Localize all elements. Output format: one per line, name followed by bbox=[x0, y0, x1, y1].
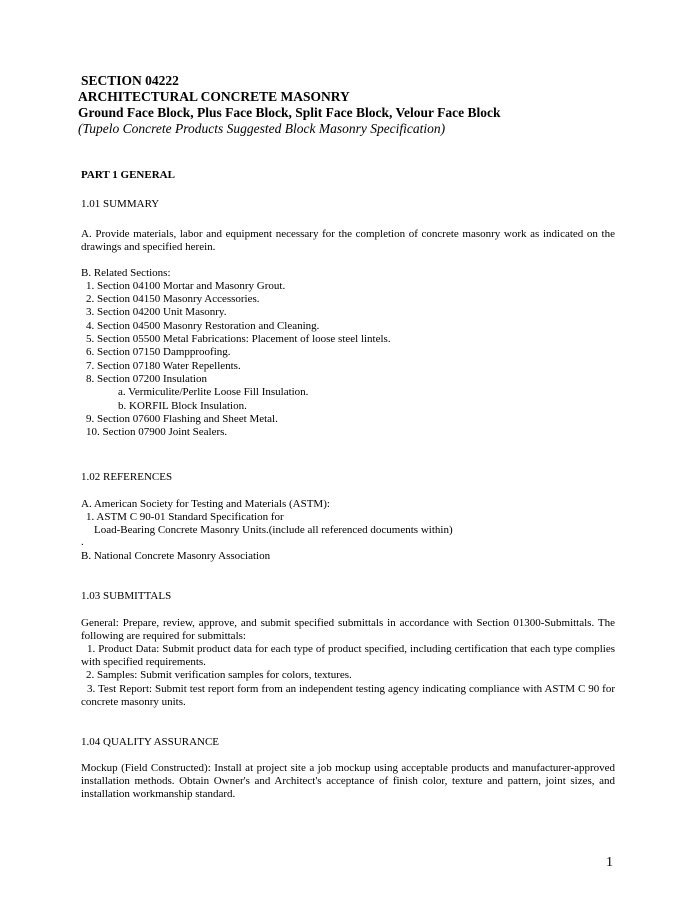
references-heading: 1.02 REFERENCES bbox=[81, 471, 173, 483]
section-subtitle: (Tupelo Concrete Products Suggested Block Masonry Specification) bbox=[78, 121, 446, 136]
summary-heading: 1.01 SUMMARY bbox=[81, 198, 160, 210]
section-title: ARCHITECTURAL CONCRETE MASONRY bbox=[78, 89, 350, 104]
related-section-item: 10. Section 07900 Joint Sealers. bbox=[86, 426, 228, 438]
insulation-sub-item: b. KORFIL Block Insulation. bbox=[118, 400, 247, 412]
related-section-item: 9. Section 07600 Flashing and Sheet Metal. bbox=[86, 413, 278, 425]
section-number: SECTION 04222 bbox=[81, 73, 179, 88]
stray-dot: . bbox=[81, 536, 84, 548]
product-list-heading: Ground Face Block, Plus Face Block, Split Face Block, Velour Face Block bbox=[78, 105, 501, 120]
reference-item-a: A. American Society for Testing and Materials (ASTM): bbox=[81, 498, 330, 510]
reference-item-b: B. National Concrete Masonry Association bbox=[81, 550, 271, 562]
mockup-paragraph: Mockup (Field Constructed): Install at project site a job mockup using acceptable products and manufacturer-approved installation methods. Obtain Owner's and Architect's acceptance of finish color, texture and pattern, joint sizes, and installation workmanship standard. bbox=[81, 762, 615, 800]
related-section-item: 3. Section 04200 Unit Masonry. bbox=[86, 306, 227, 318]
related-section-item: 7. Section 07180 Water Repellents. bbox=[86, 360, 241, 372]
submittals-item: 2. Samples: Submit verification samples for colors, textures. bbox=[86, 669, 352, 681]
submittals-item: 1. Product Data: Submit product data for each type of product specified, including certification that each type complies with specified requirements. bbox=[81, 643, 615, 668]
related-section-item: 1. Section 04100 Mortar and Masonry Grout. bbox=[86, 280, 286, 292]
summary-paragraph-a: A. Provide materials, labor and equipment necessary for the completion of concrete masonry work as indicated on the drawings and specified herein. bbox=[81, 228, 615, 253]
page-number: 1 bbox=[606, 855, 613, 870]
astm-item: 1. ASTM C 90-01 Standard Specification for bbox=[86, 511, 284, 523]
astm-item-continued: Load-Bearing Concrete Masonry Units.(include all referenced documents within) bbox=[94, 524, 453, 536]
related-section-item: 6. Section 07150 Dampproofing. bbox=[86, 346, 231, 358]
quality-assurance-heading: 1.04 QUALITY ASSURANCE bbox=[81, 736, 220, 748]
submittals-item: 3. Test Report: Submit test report form from an independent testing agency indicating compliance with ASTM C 90 for concrete masonry units. bbox=[81, 683, 615, 708]
related-section-item: 8. Section 07200 Insulation bbox=[86, 373, 207, 385]
part-1-heading: PART 1 GENERAL bbox=[81, 169, 175, 181]
insulation-sub-item: a. Vermiculite/Perlite Loose Fill Insulation. bbox=[118, 386, 309, 398]
submittals-general: General: Prepare, review, approve, and submit specified submittals in accordance with Section 01300-Submittals. The following are required for submittals: bbox=[81, 617, 615, 642]
related-sections-heading: B. Related Sections: bbox=[81, 267, 171, 279]
related-section-item: 5. Section 05500 Metal Fabrications: Placement of loose steel lintels. bbox=[86, 333, 391, 345]
related-section-item: 4. Section 04500 Masonry Restoration and Cleaning. bbox=[86, 320, 320, 332]
submittals-heading: 1.03 SUBMITTALS bbox=[81, 590, 172, 602]
related-section-item: 2. Section 04150 Masonry Accessories. bbox=[86, 293, 260, 305]
